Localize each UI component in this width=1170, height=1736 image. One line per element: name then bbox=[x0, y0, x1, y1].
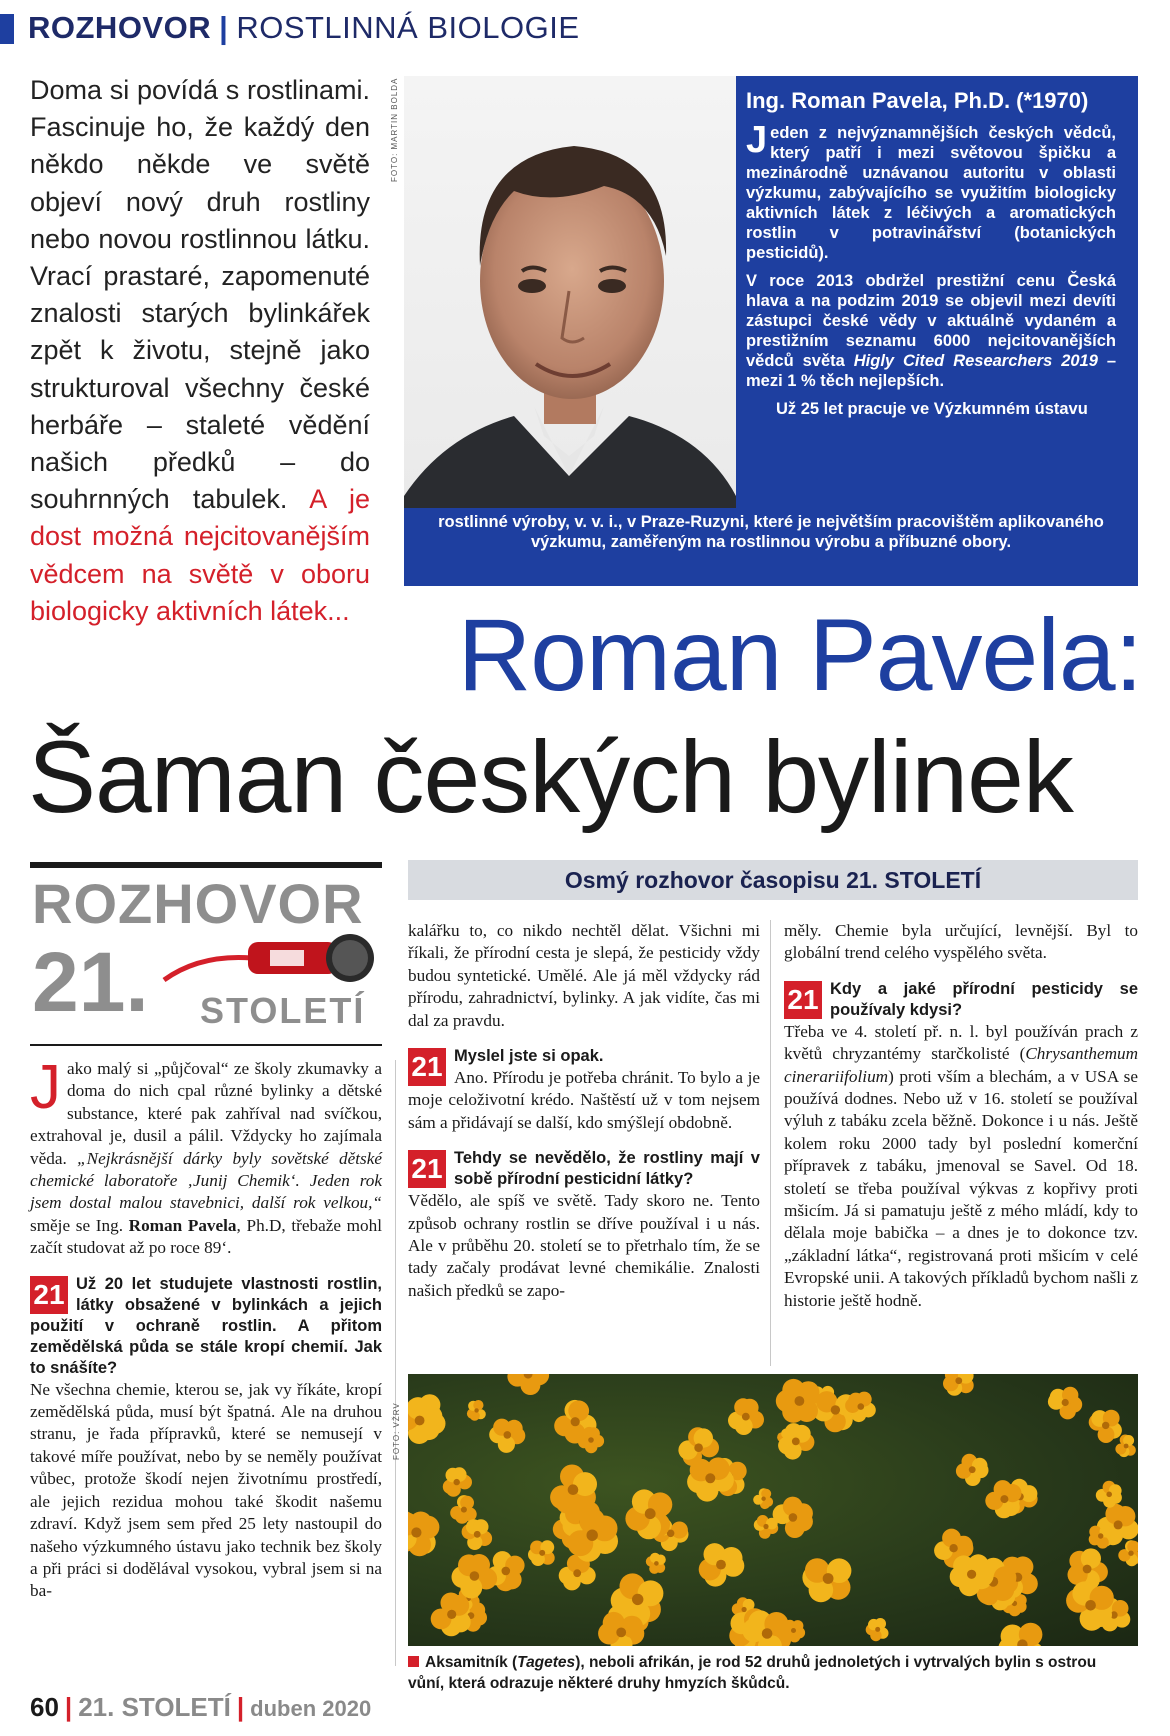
flower bbox=[462, 1519, 493, 1550]
flower bbox=[866, 1618, 889, 1641]
header-accent-bar bbox=[0, 14, 14, 44]
bio-box-bottom bbox=[404, 508, 1138, 586]
flower bbox=[956, 1454, 989, 1486]
flower bbox=[776, 1379, 820, 1423]
headline-name: Roman Pavela: bbox=[457, 598, 1142, 712]
flower bbox=[1096, 1481, 1122, 1508]
flower bbox=[528, 1540, 555, 1566]
flower bbox=[1048, 1387, 1082, 1420]
question-badge-icon: 21 bbox=[784, 981, 822, 1019]
article-column-2 bbox=[408, 920, 760, 1302]
question-badge-icon: 21 bbox=[30, 1276, 68, 1314]
question-1: 21 Už 20 let studujete vlastnosti rostlin, látky obsažené v bylinkách a jejich použití v ochraně rostlin. A přitom zemědělská půda se stále kropí chemií. Jak to snášíte? bbox=[30, 1274, 382, 1377]
article-column-1 bbox=[30, 1053, 382, 1603]
logo-number: 21. bbox=[32, 935, 149, 1029]
flower bbox=[699, 1543, 745, 1587]
column-divider-1 bbox=[395, 1060, 396, 1666]
interview-subtitle: Osmý rozhovor časopisu 21. STOLETÍ bbox=[408, 860, 1138, 900]
flower-photo bbox=[408, 1374, 1138, 1646]
image-credit: FOTO: VŽRV bbox=[392, 1402, 401, 1460]
logo-rule-bottom bbox=[30, 1044, 382, 1046]
question-3: 21 Tehdy se nevědělo, že rostliny mají v sobě přírodní pesticidní látky? bbox=[408, 1148, 760, 1190]
flower bbox=[773, 1497, 813, 1538]
flower bbox=[1118, 1540, 1138, 1566]
flower bbox=[408, 1513, 439, 1557]
logo-rule-top bbox=[30, 862, 382, 868]
flower bbox=[646, 1553, 666, 1574]
question-badge-icon: 21 bbox=[408, 1150, 446, 1188]
lead-paragraph bbox=[30, 72, 370, 630]
flower bbox=[467, 1400, 486, 1421]
microphone-icon bbox=[160, 924, 380, 999]
flower bbox=[507, 1374, 549, 1395]
flower bbox=[625, 1489, 672, 1539]
bio-name: Ing. Roman Pavela, Ph.D. (*1970) bbox=[746, 88, 1089, 113]
intro-paragraph: Jako malý si „půjčoval“ ze školy zkumavky a doma do nich cpal různé bylinky a dětské substance, které pak zahříval nad svíčkou, extrahoval je, dusil a pálil. Vždycky ho zajímala věda. „Nejkrásnější dárky byly sovětské dětské chemické laboratoře ‚Junij Chemik‘. Jeden rok jsem dostal malou stavebnici, další rok velkou,“ směje se Ing. Roman Pavela, Ph.D, třebaže mohl začít studovat až po roce 89‘. bbox=[30, 1053, 382, 1258]
flower bbox=[1089, 1525, 1112, 1548]
bio-paragraph-1: Jeden z nejvýznamnějších českých vědců, který patří i mezi světovou špičku a mezinárodně uznávanou autoritu v oblasti výzkumu, zabývajícího se využitím biologicky aktivních látek z léčivých a aromatických rostlin v potravinářství (botanických pesticidů). bbox=[746, 119, 1116, 262]
answer-3-continued: měly. Chemie byla určující, levnější. Byl to globální trend celého vyspělého světa. bbox=[784, 921, 1138, 963]
section-header: ROZHOVOR | ROSTLINNÁ BIOLOGIE bbox=[28, 10, 580, 45]
question-badge-icon: 21 bbox=[408, 1048, 446, 1086]
logo-rozhovor: ROZHOVOR bbox=[32, 872, 364, 935]
flower bbox=[728, 1398, 764, 1435]
flower bbox=[943, 1374, 974, 1396]
page-footer: 60 | 21. STOLETÍ | duben 2020 bbox=[30, 1692, 372, 1722]
bio-paragraph-2: V roce 2013 obdržel prestižní cenu Česká hlava a na podzim 2019 se objevil mezi devíti zástupci české vědy v aktuálně vydaném a prestižním seznamu 6000 nejcitovanějších vědců světa Higly Cited Researchers 2019 – mezi 1 % těch nejlepších. bbox=[746, 272, 1117, 390]
flower bbox=[753, 1488, 773, 1509]
page-number: 60 bbox=[30, 1692, 59, 1722]
subsection-label: ROSTLINNÁ BIOLOGIE bbox=[236, 10, 580, 45]
flower bbox=[998, 1623, 1043, 1646]
flower bbox=[443, 1467, 472, 1497]
marigold-flowers-illustration bbox=[408, 1374, 1138, 1646]
answer-2: Ano. Přírodu je potřeba chránit. To bylo a je moje celoživotní krédo. Naštěstí už v tom nejsem sám a přidávají se další, kdo smýšlejí obdobně. bbox=[408, 1068, 760, 1132]
bio-paragraph-3-end: rostlinné výroby, v. v. i., v Praze-Ruzyni, které je největším pracovištěm aplikovaného výzkumu, zaměřeným na rostlinnou výrobu a příbuzné obory. bbox=[438, 513, 1104, 551]
bio-paragraph-3-start: Už 25 let pracuje ve Výzkumném ústavu bbox=[776, 400, 1088, 418]
caption-marker-icon bbox=[408, 1656, 419, 1667]
article-column-3 bbox=[784, 920, 1138, 1312]
lead-highlight: A je dost možná nejcitovanějším vědcem na světě v oboru biologicky aktivních látek... bbox=[30, 484, 370, 626]
drop-cap: J bbox=[30, 1053, 61, 1122]
answer-1-continued: kalářku to, co nikdo nechtěl dělat. Všichni mi říkali, že přírodní cesta je slepá, že pesticidy vždy budou syntetické. Umělé. Ale já měl vždycky rád přírodu, zahradnictví, bylinky. A jak vidíte, čas mi dal za pravdu. bbox=[408, 921, 760, 1030]
photo-caption: Aksamitník (Tagetes), neboli afrikán, je rod 52 druhů jednoletých i vytrvalých bylin s ostrou vůní, která odrazuje některé druhy hmyzích škůdců. bbox=[408, 1654, 1097, 1692]
flower bbox=[778, 1423, 814, 1460]
flower bbox=[1115, 1435, 1135, 1458]
lead-text: Doma si povídá s rostlinami. Fascinuje ho, že každý den někdo někde ve světě objeví nový druh rostliny nebo novou rostlinnou látku. Vrací prastaré, zapomenuté znalosti starých bylinkářek zpět k životu, stejně jako strukturoval všechny české herbáře – staleté vědění našich předků – do souhrnných tabulek. bbox=[30, 75, 370, 515]
flower bbox=[550, 1465, 597, 1514]
flower bbox=[489, 1419, 525, 1453]
magazine-name: 21. STOLETÍ bbox=[78, 1692, 231, 1722]
photo-credit: FOTO: MARTIN BOLDA bbox=[390, 77, 399, 182]
column-divider-2 bbox=[770, 920, 771, 1366]
logo-stoleti: STOLETÍ bbox=[200, 990, 366, 1031]
flower bbox=[1089, 1410, 1122, 1443]
question-2: 21 Myslel jste si opak. bbox=[408, 1046, 760, 1067]
answer-3: Vědělo, ale spíš ve světě. Tady skoro ne. Tento způsob ochrany rostlin se dříve používal i u nás. Ale v průběhu 20. století se to přetrhalo tím, že se tady začaly prodávat levné chemikálie. Znalosti našich předků se zapo- bbox=[408, 1191, 760, 1300]
flower bbox=[452, 1554, 498, 1599]
answer-4: Třeba ve 4. století př. n. l. byl používán prach z květů chryzantémy starčkolisté (Chrysanthemum cinerariifolium) proti vším a blechám, a v USA se používá dodnes. Nebo už v 16. století se používal výluh z tabáku zcela běžně. Dokonce i u nás. Ještě kolem roku 2000 tady byl poslední komerční přípravek z tabáku, jmenoval se Savel. Od 18. století se třeba používal výkvas z kopřivy proti mšicím. Já si pamatuju ještě z mého mládí, kdy to dělala moje babička – a dnes je to dokonce tzv. „základní látka“, registrovaná proti mšicím v celé Evropské unii. A takových příkladů bychom našli z historie ještě hodně. bbox=[784, 1021, 1138, 1310]
question-4: 21 Kdy a jaké přírodní pesticidy se používaly kdysi? bbox=[784, 979, 1138, 1021]
answer-1: Ne všechna chemie, kterou se, jak vy říkáte, kropí zemědělská půda, musí být špatná. Ale na druhou stranu, je řada přípravků, které se nemusejí v takové míře používat, nebo by se neměly používat vůbec, protože škodí nejen životnímu prostředí, ale jejich rezidua mohou také škodit našemu zdraví. Když jsem sem před 25 lety nastoupil do našeho výzkumného ústavu jako technik bez školy a při práci si dodělával vysokou, vybral jsem si na ba- bbox=[30, 1379, 382, 1601]
flower bbox=[1066, 1581, 1114, 1630]
issue-date: duben 2020 bbox=[250, 1696, 372, 1721]
headline-main: Šaman českých bylinek bbox=[28, 720, 1073, 834]
flower bbox=[802, 1558, 851, 1602]
flower bbox=[985, 1480, 1021, 1518]
section-label: ROZHOVOR bbox=[28, 10, 212, 45]
flower bbox=[431, 1593, 471, 1637]
